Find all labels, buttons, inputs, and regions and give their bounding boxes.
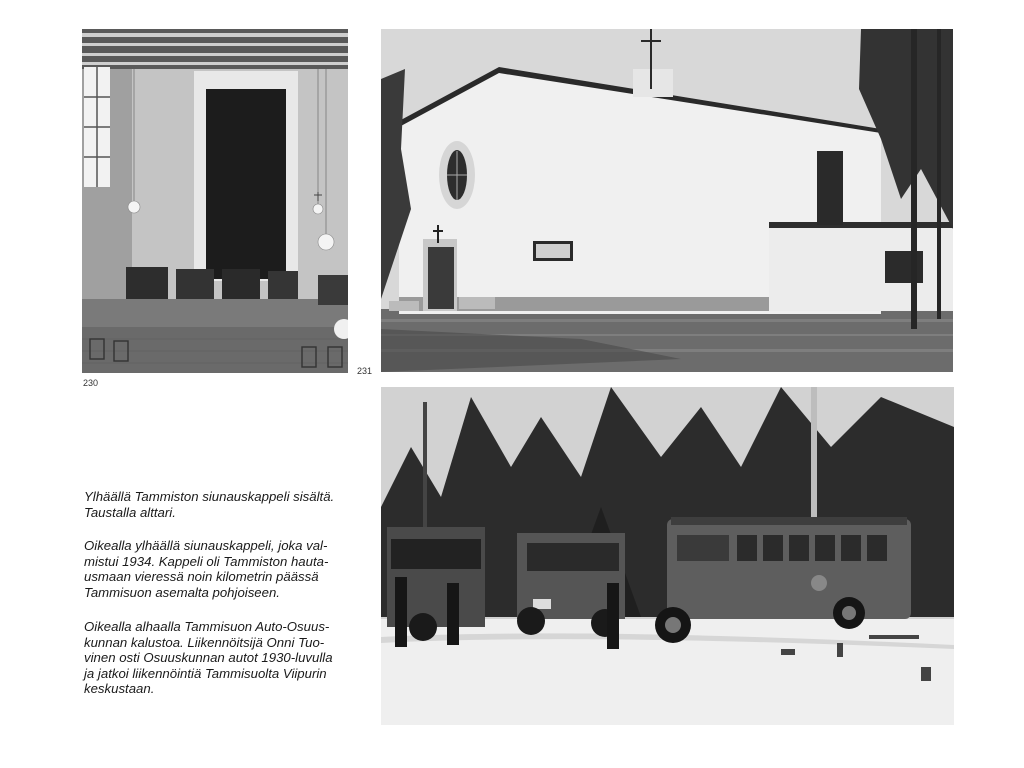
caption-line: mistui 1934. Kappeli oli Tammiston hauta- bbox=[84, 553, 329, 569]
caption-line: kunnan kalustoa. Liikennöitsijä Onni Tuo- bbox=[84, 634, 325, 650]
caption-line: Oikealla ylhäällä siunauskappeli, joka val- bbox=[84, 538, 328, 553]
caption-line: vinen osti Osuuskunnan autot 1930-luvulla bbox=[84, 650, 333, 665]
caption-line: Taustalla alttari. bbox=[84, 504, 176, 520]
buses-photo bbox=[381, 387, 954, 725]
chapel-interior-photo bbox=[82, 29, 348, 373]
caption-line: ja jatkoi liikennöintiä Tammisuolta Viipurin bbox=[84, 665, 327, 681]
caption-line: usmaan vieressä noin kilometrin päässä bbox=[84, 569, 319, 584]
caption-line: Ylhäällä Tammiston siunauskappeli sisältä. bbox=[84, 489, 335, 504]
figure-number-230: 230 bbox=[83, 378, 99, 388]
caption-line: Oikealla alhaalla Tammisuon Auto-Osuus- bbox=[84, 619, 330, 634]
caption-chapel bbox=[84, 538, 364, 600]
figure-number-231: 231 bbox=[357, 366, 373, 376]
caption-buses bbox=[84, 619, 364, 697]
chapel-exterior-photo bbox=[381, 29, 953, 372]
caption-line: keskustaan. bbox=[84, 681, 155, 696]
caption-line: Tammisuon asemalta pohjoiseen. bbox=[84, 584, 280, 600]
caption-interior bbox=[84, 489, 364, 520]
